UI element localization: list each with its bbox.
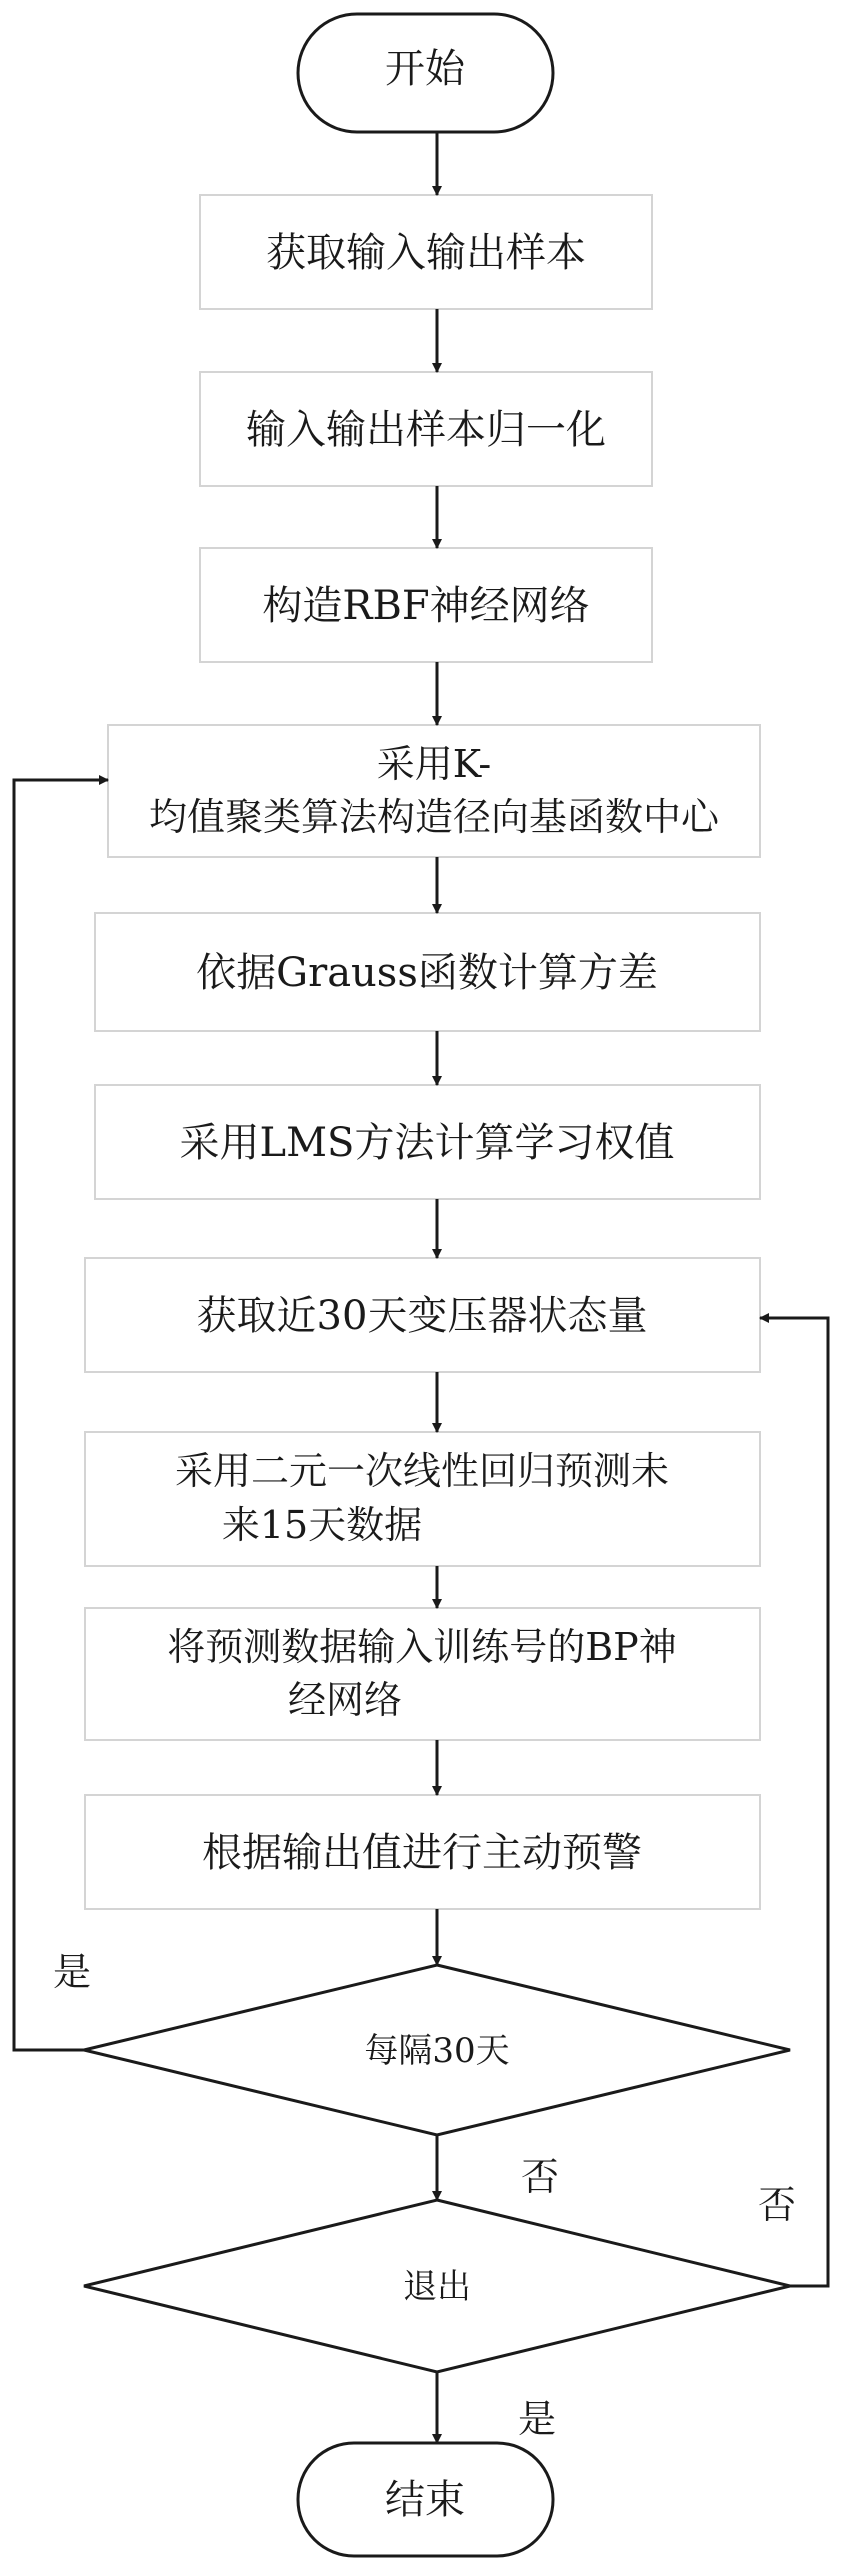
start-label: 开始 — [385, 46, 465, 92]
step-8-label-line1: 采用二元一次线性回归预测未 — [174, 1449, 670, 1493]
step-7-label: 获取近30天变压器状态量 — [196, 1293, 648, 1339]
step-9-label-line1: 将预测数据输入训练号的BP神 — [167, 1625, 677, 1669]
end-label: 结束 — [385, 2477, 465, 2523]
step-1-label: 获取输入输出样本 — [266, 230, 586, 276]
step-5-label: 依据Grauss函数计算方差 — [196, 950, 658, 996]
interval-no-label: 否 — [520, 2155, 560, 2199]
exit-decision-label: 退出 — [403, 2267, 471, 2307]
step-10-label: 根据输出值进行主动预警 — [202, 1830, 642, 1876]
step-4-label-line1: 采用K- — [376, 742, 492, 786]
step-8-label-line2: 来15天数据 — [221, 1503, 423, 1547]
interval-decision-label: 每隔30天 — [364, 2031, 510, 2071]
step-9-label-line2: 经网络 — [287, 1678, 403, 1722]
loop-exit-no-to-step7 — [757, 1318, 828, 2286]
exit-yes-label: 是 — [517, 2397, 557, 2441]
step-2-label: 输入输出样本归一化 — [246, 407, 606, 453]
exit-no-label: 否 — [757, 2183, 797, 2227]
step-4-label-line2: 均值聚类算法构造径向基函数中心 — [148, 795, 720, 839]
step-6-label: 采用LMS方法计算学习权值 — [179, 1120, 675, 1166]
interval-yes-label: 是 — [52, 1950, 92, 1994]
step-3-label: 构造RBF神经网络 — [262, 583, 590, 629]
